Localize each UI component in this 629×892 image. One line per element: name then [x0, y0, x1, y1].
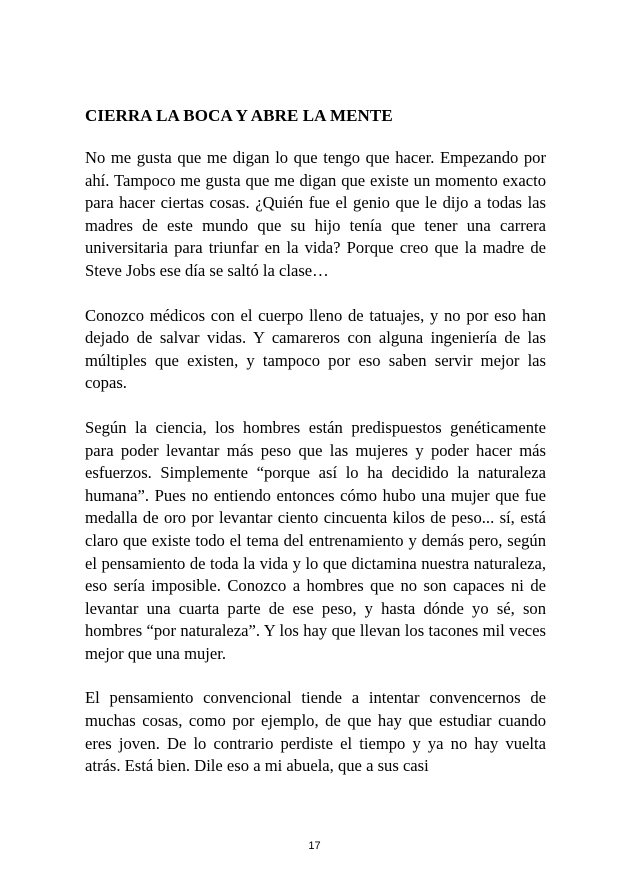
chapter-title: CIERRA LA BOCA Y ABRE LA MENTE [85, 106, 393, 125]
paragraph-1: No me gusta que me digan lo que tengo que hacer. Empezando por ahí. Tampoco me gusta que me digan que existe un momento exacto para hacer ciertas cosas. ¿Quién fue el genio que le dijo a todas las madres de este mundo que su hijo tenía que tener una carrera universitaria para triunfar en la vida? Porque creo que la madre de Steve Jobs ese día se saltó la clase… [85, 148, 546, 280]
page-content [85, 105, 546, 800]
paragraph-4: El pensamiento convencional tiende a intentar convencernos de muchas cosas, como por ejemplo, de que hay que estudiar cuando eres joven. De lo contrario perdiste el tiempo y ya no hay vuelta atrás. Está bien. Dile eso a mi abuela, que a sus casi [85, 688, 546, 776]
page-number: 17 [308, 840, 321, 852]
paragraph-2: Conozco médicos con el cuerpo lleno de tatuajes, y no por eso han dejado de salvar vidas. Y camareros con alguna ingeniería de las múltiples que existen, y tampoco por eso saben servir mejor las copas. [85, 305, 546, 393]
paragraph-3: Según la ciencia, los hombres están predispuestos genéticamente para poder levantar más peso que las mujeres y poder hacer más esfuerzos. Simplemente “porque así lo ha decidido la naturaleza humana”. Pues no entiendo entonces cómo hubo una mujer que fue medalla de oro por levantar ciento cincuenta kilos de peso... sí, está claro que existe todo el tema del entrenamiento y demás pero, según el pensamiento de toda la vida y lo que dictamina nuestra naturaleza, eso sería imposible. Conozco a hombres que no son capaces ni de levantar una cuarta parte de ese peso, y hasta dónde yo sé, son hombres “por naturaleza”. Y los hay que llevan los tacones mil veces mejor que una mujer. [85, 417, 546, 663]
